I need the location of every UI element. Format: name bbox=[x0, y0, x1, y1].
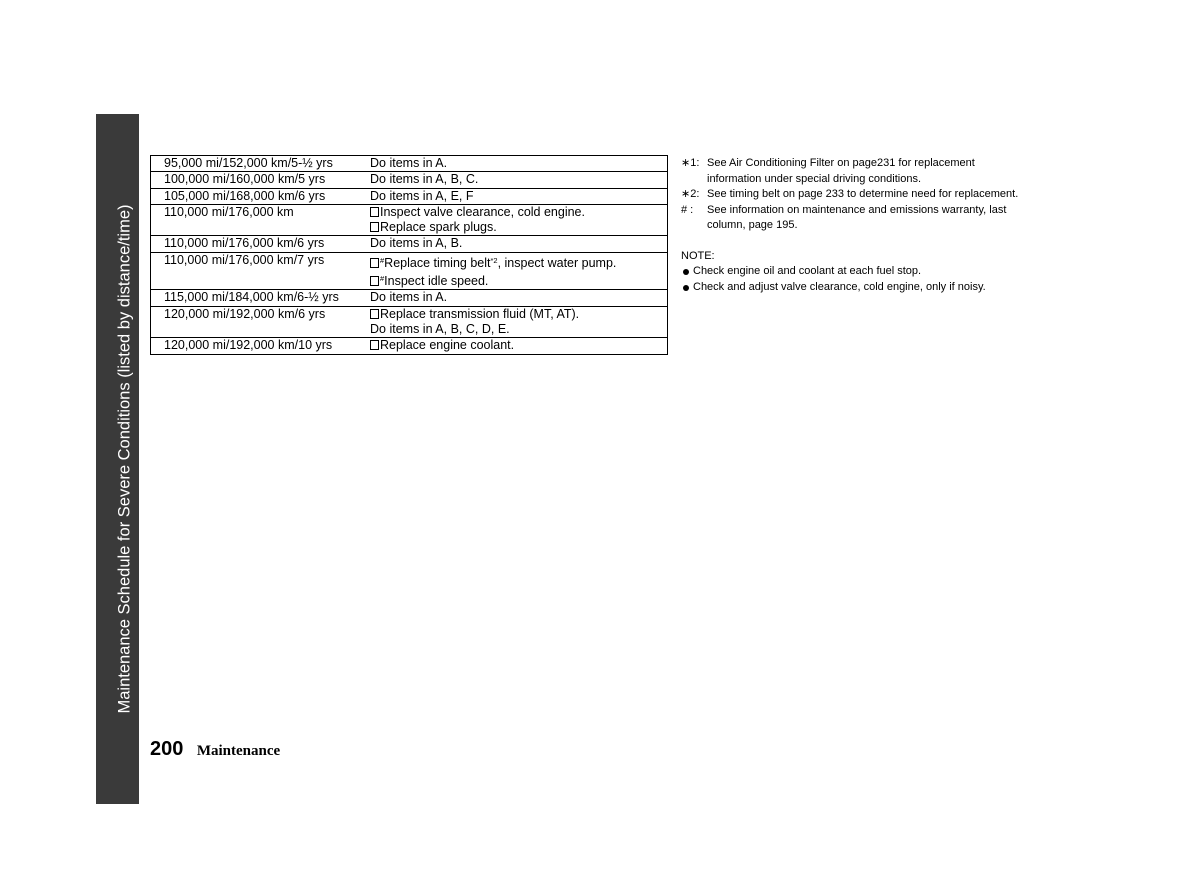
notes-panel bbox=[681, 156, 1061, 295]
table-row bbox=[151, 338, 668, 354]
note-bullets bbox=[681, 264, 1061, 295]
task-item bbox=[370, 307, 667, 322]
bullet-icon bbox=[683, 269, 689, 275]
note-bullet-text: Check and adjust valve clearance, cold engine, only if noisy. bbox=[693, 280, 986, 293]
footnote-line: information under special driving conditions. bbox=[707, 172, 922, 185]
task-text: Do items in A. bbox=[370, 290, 448, 305]
bullet-icon bbox=[683, 285, 689, 291]
table-row bbox=[151, 156, 668, 172]
task-item bbox=[370, 271, 667, 289]
distance-cell: 95,000 mi/152,000 km/5-½ yrs bbox=[164, 156, 333, 170]
distance-cell: 120,000 mi/192,000 km/10 yrs bbox=[164, 338, 333, 353]
note-bullet-text: Check engine oil and coolant at each fuel stop. bbox=[693, 265, 922, 277]
task-text: Replace spark plugs. bbox=[380, 220, 497, 235]
warranty-mark: # bbox=[380, 255, 385, 265]
task-text: Do items in A, B. bbox=[370, 236, 463, 251]
footnote-mark: *2 bbox=[490, 255, 498, 265]
footnote-marker: # : bbox=[681, 203, 694, 216]
footnote-line: See timing belt on page 233 to determine need for replacement. bbox=[707, 188, 1019, 200]
task-item bbox=[370, 253, 667, 271]
footnote bbox=[681, 187, 1061, 203]
task-text: Replace transmission fluid (MT, AT). bbox=[380, 306, 580, 321]
task-cell bbox=[370, 204, 668, 236]
distance-cell: 105,000 mi/168,000 km/6 yrs bbox=[164, 188, 326, 203]
table-row bbox=[151, 306, 668, 338]
checkbox-icon bbox=[370, 309, 379, 319]
maintenance-schedule-table bbox=[150, 155, 668, 355]
task-cell bbox=[370, 188, 668, 204]
warranty-mark: # bbox=[380, 274, 385, 284]
table-row bbox=[151, 290, 668, 306]
page-footer bbox=[150, 738, 280, 761]
checkbox-icon bbox=[370, 340, 379, 350]
page-number: 200 bbox=[150, 738, 184, 760]
task-cell bbox=[370, 338, 668, 354]
task-item bbox=[370, 236, 667, 251]
task-item bbox=[370, 220, 667, 235]
footnote bbox=[681, 156, 1061, 187]
task-text: Do items in A, E, F bbox=[370, 188, 474, 203]
task-item bbox=[370, 189, 667, 204]
task-text: Do items in A. bbox=[370, 156, 448, 170]
task-item bbox=[370, 290, 667, 305]
distance-cell: 100,000 mi/160,000 km/5 yrs bbox=[164, 172, 326, 187]
distance-cell: 110,000 mi/176,000 km/6 yrs bbox=[164, 236, 325, 251]
task-text: Inspect idle speed. bbox=[384, 274, 489, 289]
table-row bbox=[151, 172, 668, 188]
task-text: Replace engine coolant. bbox=[380, 338, 515, 353]
task-item bbox=[370, 322, 667, 337]
footnotes bbox=[681, 156, 1061, 234]
task-text: Do items in A, B, C. bbox=[370, 172, 479, 187]
footnote-line: column, page 195. bbox=[707, 219, 798, 231]
distance-cell: 110,000 mi/176,000 km/7 yrs bbox=[164, 252, 325, 267]
task-cell bbox=[370, 252, 668, 290]
distance-cell: 110,000 mi/176,000 km bbox=[164, 204, 294, 219]
footnote bbox=[681, 203, 1061, 234]
checkbox-icon bbox=[370, 222, 379, 232]
task-text: Do items in A, B, C, D, E. bbox=[370, 321, 510, 336]
footnote-line: See Air Conditioning Filter on page231 for replacement bbox=[707, 157, 975, 169]
task-cell bbox=[370, 290, 668, 306]
task-cell bbox=[370, 236, 668, 252]
task-cell bbox=[370, 156, 668, 172]
checkbox-icon bbox=[370, 258, 379, 268]
task-item bbox=[370, 205, 667, 220]
checkbox-icon bbox=[370, 207, 379, 217]
table-row bbox=[151, 204, 668, 236]
footnote-line: See information on maintenance and emissions warranty, last bbox=[707, 203, 1007, 216]
table-row bbox=[151, 236, 668, 252]
note-title: NOTE: bbox=[681, 249, 715, 262]
task-cell bbox=[370, 172, 668, 188]
task-item bbox=[370, 172, 667, 187]
checkbox-icon bbox=[370, 276, 379, 286]
task-cell bbox=[370, 306, 668, 338]
table-row bbox=[151, 188, 668, 204]
side-tab-title: Maintenance Schedule for Severe Conditions (listed by distance/time) bbox=[115, 204, 134, 714]
footnote-marker: ∗1: bbox=[681, 157, 700, 169]
task-item bbox=[370, 156, 667, 171]
distance-cell: 120,000 mi/192,000 km/6 yrs bbox=[164, 306, 326, 321]
section-name: Maintenance bbox=[196, 743, 281, 759]
table-row bbox=[151, 252, 668, 290]
task-text-after: , inspect water pump. bbox=[497, 255, 617, 270]
task-item bbox=[370, 338, 667, 353]
note-bullet bbox=[681, 280, 1061, 296]
task-text: Replace timing belt bbox=[384, 255, 491, 270]
task-text: Inspect valve clearance, cold engine. bbox=[380, 204, 585, 219]
note-bullet bbox=[681, 264, 1061, 280]
distance-cell: 115,000 mi/184,000 km/6-½ yrs bbox=[164, 290, 339, 305]
footnote-marker: ∗2: bbox=[681, 188, 700, 200]
